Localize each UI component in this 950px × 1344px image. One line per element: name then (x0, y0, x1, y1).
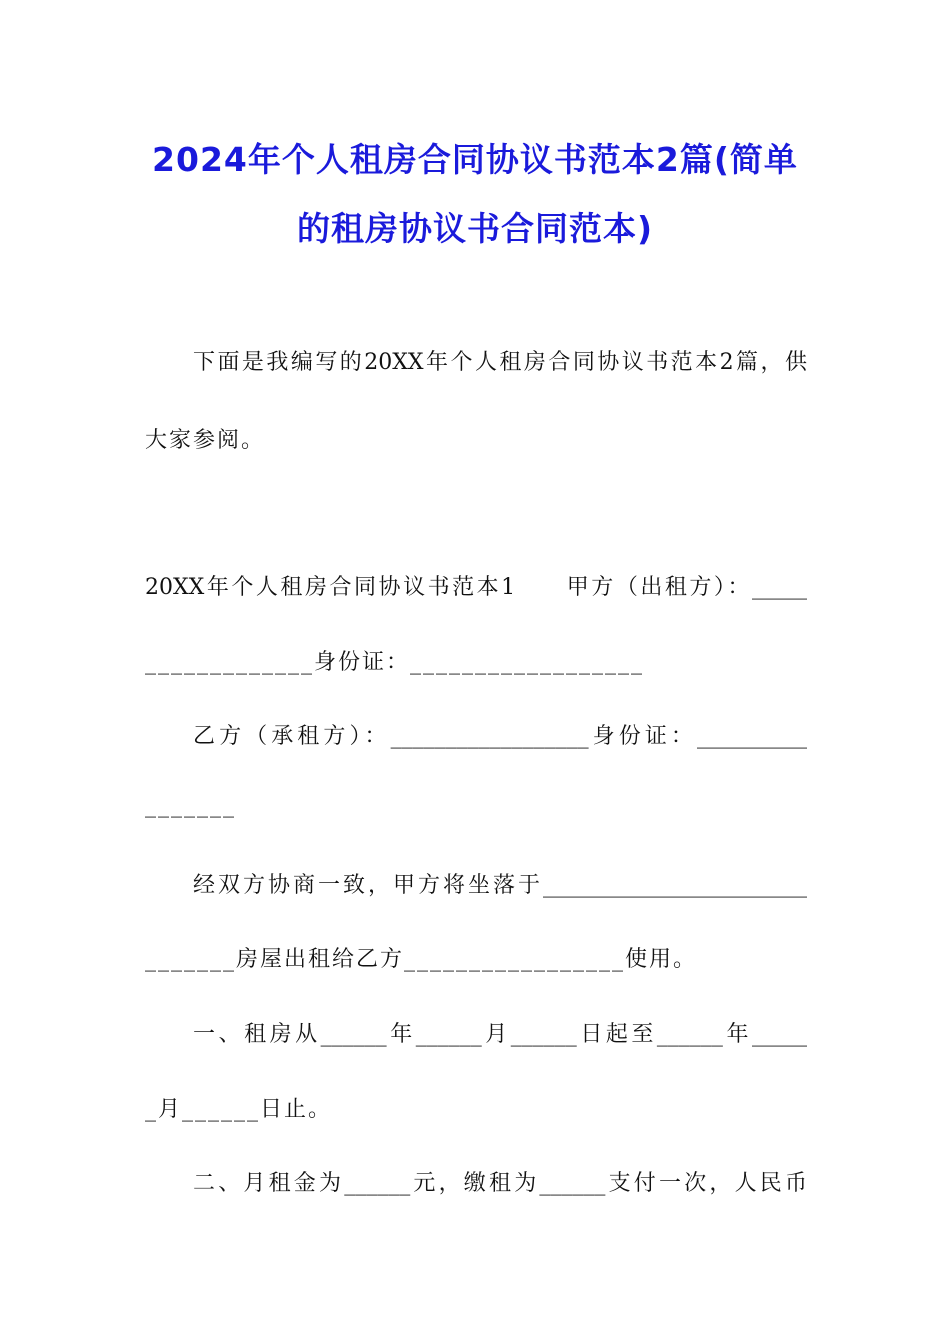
intro-line-2: 大家参阅。 (145, 428, 266, 453)
document-title-line-2: 的租房协议书合同范本) (296, 209, 654, 248)
clause-1-line-1: 一、租房从______年______月______日起至______年_____ (193, 1022, 807, 1047)
party-b-line-2: _______ (145, 793, 236, 818)
intro-line-1: 下面是我编写的20XX年个人租房合同协议书范本2篇，供 (193, 350, 807, 375)
document-title-line-1: 2024年个人租房合同协议书范本2篇(简单 (152, 140, 798, 179)
clause-2-line-1: 二、月租金为______元，缴租为______支付一次，人民币 (193, 1171, 807, 1196)
agreement-line-2: _______房屋出租给乙方_________________使用。 (145, 947, 698, 972)
agreement-line-1: 经双方协商一致，甲方将坐落于________________________ (193, 873, 807, 898)
party-b-line-1: 乙方（承租方）：__________________身份证：__________ (193, 724, 807, 749)
party-a-id-line: _____________身份证：__________________ (145, 650, 645, 675)
contract-header-line: 20XX年个人租房合同协议书范本1 甲方（出租方）：_____ (145, 575, 807, 600)
clause-1-line-2: _月______日止。 (145, 1097, 333, 1122)
